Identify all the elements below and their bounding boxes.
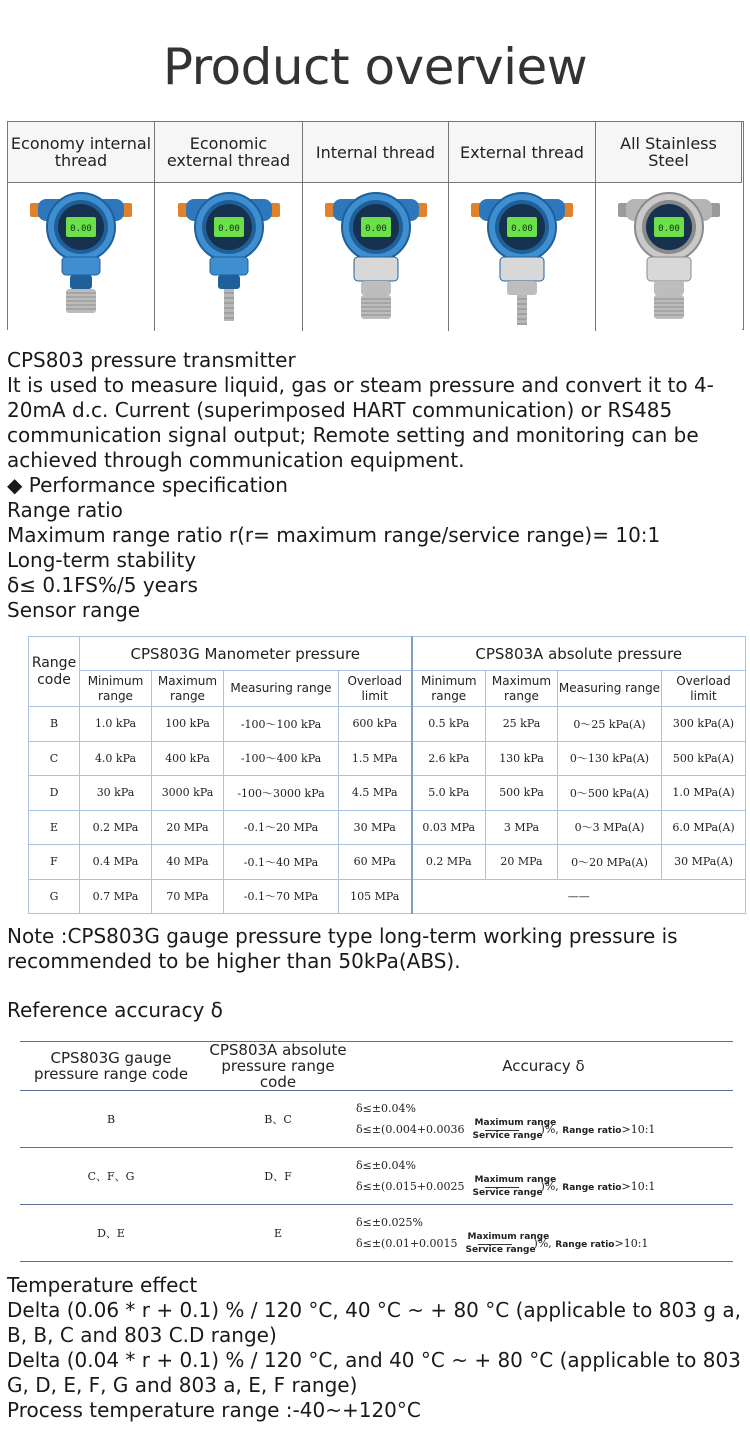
g-cell: 4.0 kPa (80, 741, 152, 776)
g-cell: 0.7 MPa (80, 879, 152, 914)
product-heading: CPS803 pressure transmitter (7, 348, 296, 372)
range-code: E (29, 810, 80, 845)
g-cell: 1.0 kPa (80, 707, 152, 742)
acc-header-accuracy: Accuracy δ (354, 1042, 733, 1091)
g-group-header: CPS803G Manometer pressure (80, 637, 412, 671)
acc-line-1: δ≤±0.04% (356, 1159, 417, 1172)
sensor-row (29, 845, 746, 880)
a-cell: 2.6 kPa (412, 741, 486, 776)
acc-line-2 (356, 1176, 733, 1197)
range-code: F (29, 845, 80, 880)
g-cell: 70 MPa (152, 879, 224, 914)
acc-line-2-post: )%, (533, 1237, 552, 1250)
product-image-cell (155, 183, 303, 331)
a-group-header: CPS803A absolute pressure (412, 637, 746, 671)
sensor-range-heading: Sensor range (7, 598, 141, 622)
g-cell: 4.5 MPa (339, 776, 412, 811)
fraction-denominator: Service range (472, 1130, 543, 1141)
g-cell: 40 MPa (152, 845, 224, 880)
accuracy-row (20, 1148, 733, 1205)
acc-formula (354, 1148, 733, 1205)
process-temp: Process temperature range :-40~+120°C (7, 1398, 421, 1422)
range-code: B (29, 707, 80, 742)
accuracy-row (20, 1205, 733, 1262)
accuracy-table (20, 1041, 733, 1262)
sub-header: Maximum range (152, 671, 224, 707)
sub-header: Overload limit (662, 671, 746, 707)
sub-header: Measuring range (224, 671, 339, 707)
sub-header: Maximum range (486, 671, 558, 707)
a-cell: 0～130 kPa(A) (558, 741, 662, 776)
intro-section (7, 348, 743, 623)
g-cell: 600 kPa (339, 707, 412, 742)
product-image-cell (596, 183, 742, 331)
temperature-section (7, 1273, 743, 1423)
a-cell: 0～20 MPa(A) (558, 845, 662, 880)
acc-line-1: δ≤±0.04% (356, 1102, 417, 1115)
a-cell: 0～3 MPa(A) (558, 810, 662, 845)
steel-transmitter-icon (614, 185, 724, 329)
ratio-label: Range ratio (562, 1183, 622, 1193)
a-merged-cell: —— (412, 879, 746, 914)
acc-g-code: B (20, 1091, 202, 1148)
fraction-denominator: Service range (472, 1187, 543, 1198)
acc-line-2-post: )%, (540, 1123, 559, 1136)
sensor-row (29, 879, 746, 914)
g-cell: 60 MPa (339, 845, 412, 880)
g-cell: -0.1～70 MPa (224, 879, 339, 914)
g-cell: -100～3000 kPa (224, 776, 339, 811)
range-code: D (29, 776, 80, 811)
range-code: G (29, 879, 80, 914)
g-cell: -100～100 kPa (224, 707, 339, 742)
svg-text:0.00: 0.00 (364, 224, 387, 234)
ratio-value: >10:1 (621, 1123, 656, 1136)
acc-line-2 (356, 1119, 733, 1140)
sensor-row (29, 741, 746, 776)
acc-g-code: C、F、G (20, 1148, 202, 1205)
a-cell: 500 kPa (486, 776, 558, 811)
range-code-header: Range code (29, 637, 80, 707)
ratio-value: >10:1 (621, 1180, 656, 1193)
g-cell: 105 MPa (339, 879, 412, 914)
a-cell: 3 MPa (486, 810, 558, 845)
sensor-row (29, 707, 746, 742)
product-image-cell (303, 183, 449, 331)
g-cell: -0.1～20 MPa (224, 810, 339, 845)
acc-a-code: E (202, 1205, 354, 1262)
fraction-numerator: Maximum range (467, 1231, 550, 1242)
range-fraction (458, 1231, 550, 1255)
acc-g-code: D、E (20, 1205, 202, 1262)
a-cell: 1.0 MPa(A) (662, 776, 746, 811)
range-fraction (465, 1174, 557, 1198)
g-cell: -0.1～40 MPa (224, 845, 339, 880)
acc-line-2-pre: δ≤±(0.01+0.0015 (356, 1237, 458, 1250)
svg-text:0.00: 0.00 (70, 224, 92, 234)
a-cell: 30 MPa(A) (662, 845, 746, 880)
acc-line-2 (356, 1233, 733, 1254)
stability-heading: Long-term stability (7, 548, 197, 572)
g-cell: 0.2 MPa (80, 810, 152, 845)
sensor-row (29, 776, 746, 811)
stability-value: δ≤ 0.1FS%/5 years (7, 573, 198, 597)
ref-accuracy-heading: Reference accuracy δ (7, 998, 223, 1022)
ratio-label: Range ratio (562, 1126, 622, 1136)
g-cell: -100～400 kPa (224, 741, 339, 776)
g-cell: 0.4 MPa (80, 845, 152, 880)
g-cell: 400 kPa (152, 741, 224, 776)
sensor-row (29, 810, 746, 845)
pressure-transmitter-icon (321, 185, 431, 329)
a-cell: 20 MPa (486, 845, 558, 880)
accuracy-row (20, 1091, 733, 1148)
product-image-cell (8, 183, 155, 331)
range-ratio-value: Maximum range ratio r(r= maximum range/service range)= 10:1 (7, 523, 661, 547)
product-label-3: External thread (449, 122, 596, 183)
temp-heading: Temperature effect (7, 1273, 198, 1297)
temp-line-1: Delta (0.06 * r + 0.1) % / 120 °C, 40 °C ~ + 80 °C (applicable to 803 g a, B, B, C and 803 C.D range) (7, 1298, 741, 1347)
temp-line-2: Delta (0.04 * r + 0.1) % / 120 °C, and 40 °C ~ + 80 °C (applicable to 803 G, D, E, F, G and 803 a, E, F range) (7, 1348, 741, 1397)
product-label-0: Economy internal thread (8, 122, 155, 183)
range-ratio-heading: Range ratio (7, 498, 123, 522)
ref-accuracy-section (7, 998, 743, 1023)
range-fraction (465, 1117, 557, 1141)
acc-line-2-pre: δ≤±(0.004+0.0036 (356, 1123, 465, 1136)
a-cell: 130 kPa (486, 741, 558, 776)
acc-formula (354, 1205, 733, 1262)
acc-a-code: D、F (202, 1148, 354, 1205)
page-title: Product overview (162, 38, 588, 96)
pressure-transmitter-icon (467, 185, 577, 329)
ratio-label: Range ratio (555, 1240, 615, 1250)
svg-text:0.00: 0.00 (511, 224, 533, 234)
a-cell: 0～25 kPa(A) (558, 707, 662, 742)
g-cell: 3000 kPa (152, 776, 224, 811)
sub-header: Measuring range (558, 671, 662, 707)
range-code: C (29, 741, 80, 776)
svg-text:0.00: 0.00 (658, 224, 680, 234)
acc-line-2-post: )%, (540, 1180, 559, 1193)
fraction-denominator: Service range (465, 1244, 536, 1255)
a-cell: 300 kPa(A) (662, 707, 746, 742)
product-image-cell (449, 183, 596, 331)
acc-header-g: CPS803G gauge pressure range code (20, 1042, 202, 1091)
note-section (7, 924, 743, 974)
g-cell: 100 kPa (152, 707, 224, 742)
acc-line-1: δ≤±0.025% (356, 1216, 423, 1229)
sub-header: Minimum range (80, 671, 152, 707)
a-cell: 25 kPa (486, 707, 558, 742)
a-cell: 500 kPa(A) (662, 741, 746, 776)
a-cell: 6.0 MPa(A) (662, 810, 746, 845)
a-cell: 0.2 MPa (412, 845, 486, 880)
acc-header-a: CPS803A absolute pressure range code (202, 1042, 354, 1091)
product-label-4: All Stainless Steel (596, 122, 742, 183)
product-label-2: Internal thread (303, 122, 449, 183)
sub-header: Minimum range (412, 671, 486, 707)
pressure-transmitter-icon (26, 185, 136, 329)
pressure-transmitter-icon (174, 185, 284, 329)
sensor-range-table (28, 636, 746, 914)
fraction-numerator: Maximum range (474, 1117, 557, 1128)
gauge-note: Note :CPS803G gauge pressure type long-term working pressure is recommended to be higher than 50kPa(ABS). (7, 924, 678, 973)
svg-text:0.00: 0.00 (217, 224, 240, 234)
a-cell: 0.5 kPa (412, 707, 486, 742)
sub-header: Overload limit (339, 671, 412, 707)
a-cell: 0～500 kPa(A) (558, 776, 662, 811)
g-cell: 20 MPa (152, 810, 224, 845)
fraction-numerator: Maximum range (474, 1174, 557, 1185)
acc-a-code: B、C (202, 1091, 354, 1148)
ratio-value: >10:1 (614, 1237, 649, 1250)
a-cell: 0.03 MPa (412, 810, 486, 845)
g-cell: 30 MPa (339, 810, 412, 845)
product-label-1: Economic external thread (155, 122, 303, 183)
g-cell: 30 kPa (80, 776, 152, 811)
a-cell: 5.0 kPa (412, 776, 486, 811)
product-overview-grid (7, 121, 744, 330)
acc-line-2-pre: δ≤±(0.015+0.0025 (356, 1180, 465, 1193)
acc-formula (354, 1091, 733, 1148)
g-cell: 1.5 MPa (339, 741, 412, 776)
performance-heading: ◆ Performance specification (7, 473, 288, 497)
product-description: It is used to measure liquid, gas or steam pressure and convert it to 4-20mA d.c. Current (superimposed HART communication) or RS485 communication signal output; Remote setting and monitoring can be achieved through communication equipment. (7, 373, 714, 472)
